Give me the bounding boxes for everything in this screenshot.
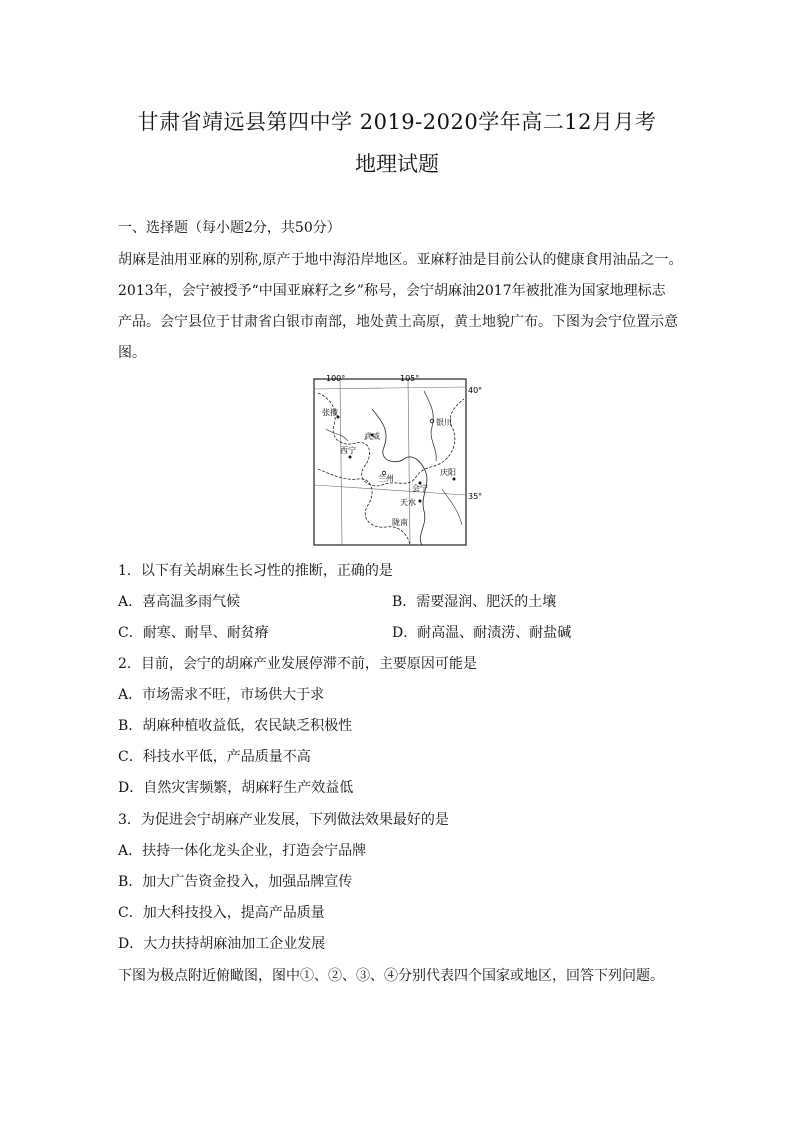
section-heading: 一、选择题（每小题2分，共50分） — [118, 220, 341, 236]
option-d: D．自然灾害频繁，胡麻籽生产效益低 — [118, 780, 354, 796]
option-c: C．耐寒、耐旱、耐贫瘠 — [118, 625, 269, 641]
option-a: A．扶持一体化龙头企业，打造会宁品牌 — [118, 843, 367, 859]
city-dot — [349, 456, 352, 459]
option-c: C．科技水平低，产品质量不高 — [118, 749, 311, 765]
meridian-line — [408, 379, 410, 545]
city-label: 兰州 — [378, 474, 394, 483]
question-stem: 2．目前，会宁的胡麻产业发展停滞不前，主要原因可能是 — [118, 656, 477, 672]
question-stem: 1．以下有关胡麻生长习性的推断，正确的是 — [118, 563, 393, 579]
option-d: D．耐高温、耐渍涝、耐盐碱 — [392, 625, 572, 641]
city-label: 陇南 — [392, 518, 408, 527]
city-label: 西宁 — [340, 446, 356, 455]
intro-line: 图。 — [118, 345, 146, 361]
city-label: 张掖 — [322, 408, 338, 417]
lon-label: 105° — [400, 374, 420, 383]
parallel-line — [314, 485, 466, 495]
city-label: 庆阳 — [440, 468, 456, 477]
option-c: C．加大科技投入，提高产品质量 — [118, 905, 325, 921]
meridian-line — [340, 379, 342, 545]
lat-label: 40° — [468, 386, 482, 395]
parallel-line — [314, 387, 466, 389]
intro-line: 产品。会宁县位于甘肃省白银市南部，地处黄土高原，黄土地貌广布。下图为会宁位置示意 — [118, 314, 678, 330]
city-label: 天水 — [400, 498, 416, 507]
closing-text: 下图为极点附近俯瞰图，图中①、②、③、④分别代表四个国家或地区，回答下列问题。 — [118, 968, 664, 984]
lat-label: 35° — [468, 492, 482, 501]
city-dot — [453, 478, 456, 481]
city-label: 武威 — [364, 432, 380, 441]
river-line — [424, 391, 436, 461]
city-dot — [419, 500, 422, 503]
lon-label: 100° — [326, 374, 346, 383]
option-d: D．大力扶持胡麻油加工企业发展 — [118, 936, 326, 952]
option-a: A．市场需求不旺，市场供大于求 — [118, 687, 325, 703]
intro-line: 2013年，会宁被授予“中国亚麻籽之乡”称号，会宁胡麻油2017年被批准为国家地理标志 — [118, 283, 666, 299]
option-b: B．需要湿润、肥沃的土壤 — [392, 594, 557, 610]
option-a: A．喜高温多雨气候 — [118, 594, 241, 610]
option-b: B．加大广告资金投入，加强品牌宣传 — [118, 874, 353, 890]
city-label: 会宁 — [412, 484, 428, 493]
province-border — [318, 469, 410, 545]
intro-line: 胡麻是油用亚麻的别称,原产于地中海沿岸地区。亚麻籽油是目前公认的健康食用油品之一。 — [118, 252, 683, 268]
huining-location-map — [312, 369, 482, 547]
page-subtitle: 地理试题 — [355, 152, 439, 176]
city-label: 银川 — [436, 418, 452, 427]
question-stem: 3．为促进会宁胡麻产业发展，下列做法效果最好的是 — [118, 812, 449, 828]
page-title: 甘肃省靖远县第四中学 2019-2020学年高二12月月考 — [137, 110, 657, 134]
option-b: B．胡麻种植收益低，农民缺乏积极性 — [118, 718, 353, 734]
